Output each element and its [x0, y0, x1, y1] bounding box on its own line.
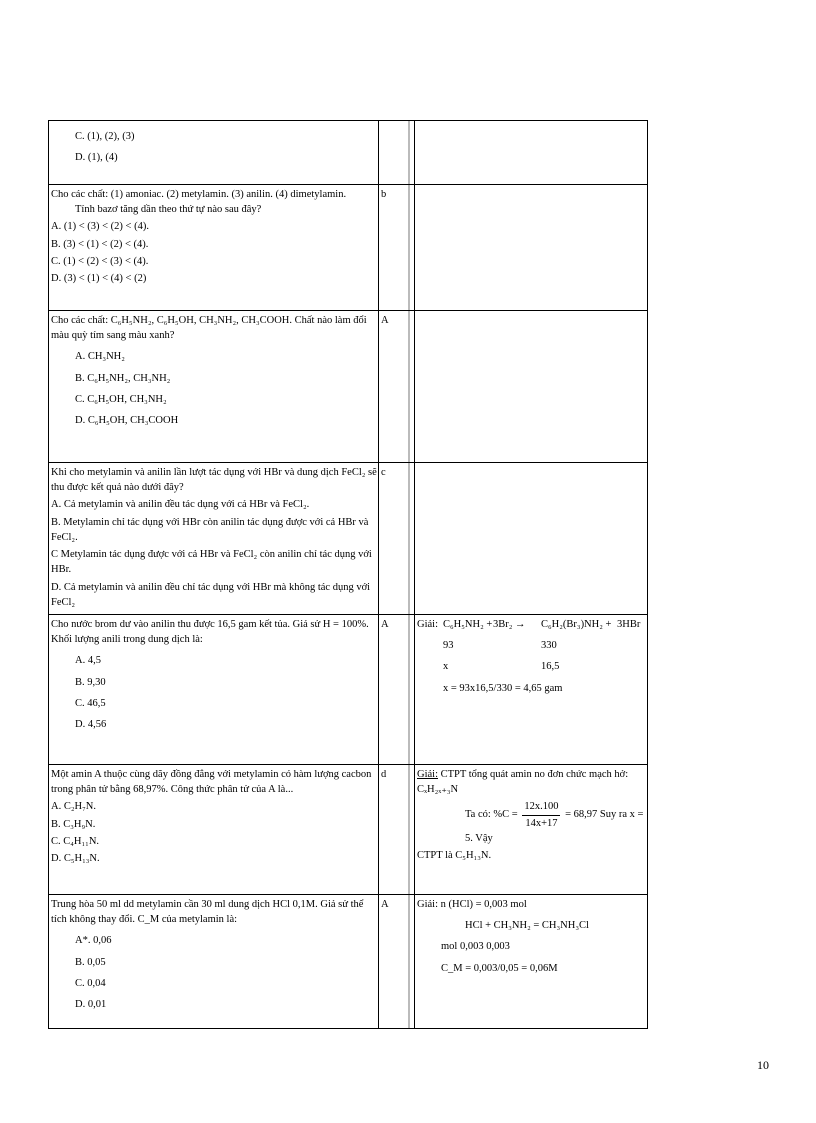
question-cell [49, 764, 379, 894]
solution-term: C₆H₂(Br₃)NH₂ + [541, 618, 612, 630]
solution-term: 93 [443, 640, 454, 652]
option: C. (1), (2), (3) [75, 131, 135, 142]
solution-line: CTPT là C₅H₁₃N. [417, 850, 492, 862]
table-row [49, 311, 648, 463]
option: B. (3) < (1) < (2) < (4). [51, 238, 149, 250]
table-row [49, 185, 648, 311]
solution-line: C_M = 0,003/0,05 = 0,06M [441, 962, 558, 974]
answer-text: A [381, 315, 389, 326]
table-row [49, 463, 648, 615]
solution-term: x [443, 661, 449, 673]
solution-values [417, 659, 646, 674]
option: A. (1) < (3) < (2) < (4). [51, 221, 149, 233]
question-cell [49, 121, 379, 185]
answer-cell [379, 764, 415, 894]
option: C Metylamin tác dụng được với cả HBr và FeCl₂ còn anilin chỉ tác dụng với HBr. [51, 549, 372, 576]
option: C. (1) < (2) < (3) < (4). [51, 255, 149, 267]
option: D. 4,56 [75, 719, 107, 731]
solution-cell [415, 311, 648, 463]
question-cell [49, 614, 379, 764]
solution-term: x = 93x16,5/330 = 4,65 gam [443, 682, 563, 694]
option: B. Metylamin chỉ tác dụng với HBr còn anilin tác dụng được với cả HBr và FeCl₂. [51, 516, 369, 543]
option: A*. 0,06 [75, 935, 112, 947]
answer-cell [379, 311, 415, 463]
solution-cell [415, 894, 648, 1028]
option: A. Cả metylamin và anilin đều tác dụng với cả HBr và FeCl₂. [51, 499, 310, 511]
solution-line: mol 0,003 0,003 [441, 941, 510, 953]
question-cell [49, 463, 379, 615]
answer-cell [379, 185, 415, 311]
question-text: Một amin A thuộc cùng dãy đồng đẳng với metylamin có hàm lượng cacbon trong phân tử bằng 68,97%. Công thức phân tử của A là... [51, 768, 372, 796]
solution-text: Ta có: %C = [465, 809, 518, 821]
solution-text: CTPT tổng quát amin no đơn chức mạch hở: CₓH₂ₓ₊₃N [417, 768, 629, 796]
solution-line: Giải: n (HCl) = 0,003 mol [417, 898, 527, 910]
option: B. C₆H₅NH₂, CH₃NH₂ [75, 372, 171, 384]
solution-label: Giải: [417, 618, 438, 630]
question-text: Khi cho metylamin và anilin lần lượt tác dụng với HBr và dung dịch FeCl₂ sẽ thu được kết quả nào dưới đây? [51, 467, 377, 494]
table-row [49, 121, 648, 185]
solution-line: HCl + CH₃NH₂ = CH₃NH₃Cl [465, 920, 589, 932]
answer-text: A [381, 618, 389, 630]
question-cell [49, 311, 379, 463]
fraction [522, 799, 560, 830]
page-number: 10 [757, 1058, 769, 1072]
solution-cell [415, 185, 648, 311]
question-text: Cho các chất: (1) amoniac. (2) metylamin. (3) anilin. (4) dimetylamin. [51, 189, 347, 200]
option: C. C₄H₁₁N. [51, 835, 100, 847]
answer-cell [379, 614, 415, 764]
answer-cell [379, 121, 415, 185]
option: D. Cả metylamin và anilin đều chỉ tác dụng với HBr mà không tác dụng với FeCl₂ [51, 581, 371, 608]
option: C. C₆H₅OH, CH₃NH₂ [75, 393, 167, 405]
answer-cell [379, 463, 415, 615]
solution-equation [417, 617, 646, 632]
fraction-denominator: 14x+17 [525, 817, 558, 829]
option: B. C₃H₉N. [51, 818, 96, 830]
solution-term: 330 [541, 640, 557, 652]
solution-cell [415, 764, 648, 894]
option: D. (1), (4) [75, 152, 118, 164]
solution-label: Giải: [417, 768, 438, 780]
question-text: Tính bazơ tăng dần theo thứ tự nào sau đây? [75, 204, 262, 216]
solution-term: 3HBr [617, 618, 641, 630]
option: B. 0,05 [75, 956, 106, 968]
solution-term: 3Br₂ → [493, 618, 526, 630]
option: C. 0,04 [75, 977, 106, 989]
solution-result [417, 681, 646, 696]
option: D. (3) < (1) < (4) < (2) [51, 273, 147, 285]
solution-cell [415, 614, 648, 764]
solution-cell [415, 121, 648, 185]
fraction-numerator: 12x.100 [522, 799, 560, 815]
solution-line [417, 767, 646, 797]
question-text: Cho các chất: C₆H₅NH₂, C₆H₅OH, CH₃NH₂, CH₃COOH. Chất nào làm đổi màu quỳ tím sang màu xanh? [51, 315, 367, 342]
table-row [49, 614, 648, 764]
question-cell [49, 894, 379, 1028]
option: A. CH₃NH₂ [75, 351, 125, 363]
solution-term: 16,5 [541, 661, 560, 673]
option: A. 4,5 [75, 655, 101, 667]
solution-text: = 68,97 Suy ra x = 5. Vậy [465, 809, 644, 844]
option: A. C₂H₇N. [51, 801, 96, 813]
option: C. 46,5 [75, 697, 106, 709]
answer-text: A [381, 898, 389, 910]
answer-cell [379, 894, 415, 1028]
question-table [48, 120, 648, 1029]
table-row [49, 764, 648, 894]
question-text: Cho nước brom dư vào anilin thu được 16,5 gam kết tủa. Giả sử H = 100%. Khối lượng anili trong dung dịch là: [51, 618, 369, 646]
answer-text: d [381, 768, 387, 780]
option: B. 9,30 [75, 676, 106, 688]
answer-text: c [381, 467, 386, 478]
solution-masses [417, 638, 646, 653]
option: D. C₆H₅OH, CH₃COOH [75, 415, 179, 427]
answer-text: b [381, 189, 387, 200]
solution-cell [415, 463, 648, 615]
table-row [49, 894, 648, 1028]
option: D. C₅H₁₃N. [51, 853, 100, 865]
question-cell [49, 185, 379, 311]
question-text: Trung hòa 50 ml dd metylamin cần 30 ml dung dịch HCl 0,1M. Giả sử thể tích không thay đổi. C_M của metylamin là: [51, 898, 364, 926]
solution-formula [417, 799, 646, 846]
option: D. 0,01 [75, 999, 107, 1011]
solution-term: C₆H₅NH₂ + [443, 618, 493, 630]
